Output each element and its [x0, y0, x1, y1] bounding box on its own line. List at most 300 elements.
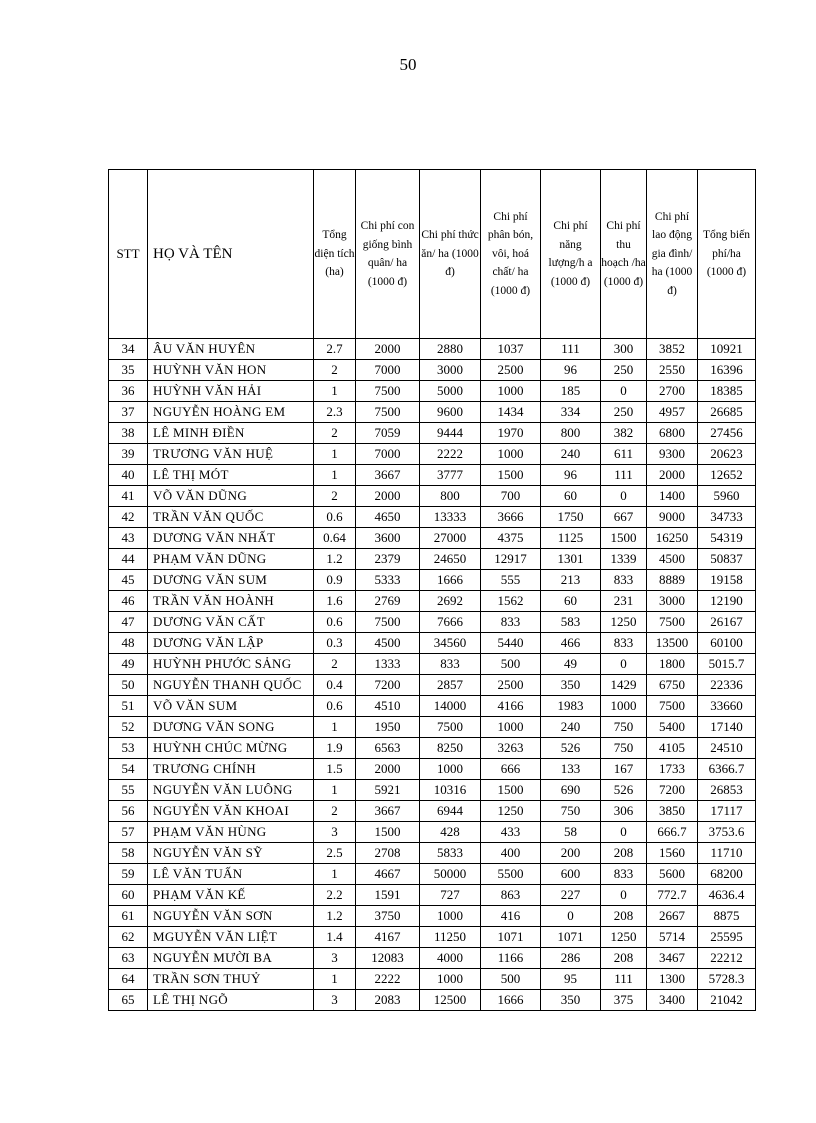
cell-family-labor-cost: 5400	[647, 717, 698, 738]
cell-total-variable-cost: 5015.7	[698, 654, 756, 675]
cell-harvest-cost: 111	[601, 465, 647, 486]
cell-harvest-cost: 1250	[601, 927, 647, 948]
cell-family-labor-cost: 6800	[647, 423, 698, 444]
header-total-area: Tổng diện tích (ha)	[314, 170, 356, 339]
cell-total-area: 2.7	[314, 339, 356, 360]
cell-name: LÊ THỊ NGÕ	[148, 990, 314, 1011]
cell-energy-cost: 350	[541, 675, 601, 696]
cell-stt: 34	[109, 339, 148, 360]
cell-seed-cost: 3600	[356, 528, 420, 549]
cell-feed-cost: 3000	[420, 360, 481, 381]
header-family-labor-cost: Chi phí lao động gia đình/ ha (1000 đ)	[647, 170, 698, 339]
cell-seed-cost: 5333	[356, 570, 420, 591]
cell-feed-cost: 1000	[420, 969, 481, 990]
table-row	[109, 717, 756, 738]
cell-fertilizer-cost: 1500	[481, 780, 541, 801]
cell-family-labor-cost: 1400	[647, 486, 698, 507]
cell-total-area: 2	[314, 360, 356, 381]
cell-family-labor-cost: 2667	[647, 906, 698, 927]
page-number: 50	[399, 55, 417, 74]
cell-energy-cost: 111	[541, 339, 601, 360]
cell-harvest-cost: 1339	[601, 549, 647, 570]
cell-stt: 52	[109, 717, 148, 738]
cell-total-variable-cost: 5728.3	[698, 969, 756, 990]
cell-total-variable-cost: 34733	[698, 507, 756, 528]
cell-fertilizer-cost: 1250	[481, 801, 541, 822]
table-row	[109, 444, 756, 465]
cell-energy-cost: 49	[541, 654, 601, 675]
cell-total-variable-cost: 4636.4	[698, 885, 756, 906]
cell-energy-cost: 96	[541, 360, 601, 381]
cell-energy-cost: 95	[541, 969, 601, 990]
cell-family-labor-cost: 3850	[647, 801, 698, 822]
cell-seed-cost: 4667	[356, 864, 420, 885]
cell-name: ÂU VĂN HUYÊN	[148, 339, 314, 360]
farm-cost-table	[108, 169, 756, 1011]
cell-family-labor-cost: 3400	[647, 990, 698, 1011]
cell-seed-cost: 2000	[356, 486, 420, 507]
cell-seed-cost: 2000	[356, 339, 420, 360]
cell-total-area: 1	[314, 864, 356, 885]
cell-total-area: 3	[314, 822, 356, 843]
cell-total-area: 1.9	[314, 738, 356, 759]
cell-total-area: 1.2	[314, 549, 356, 570]
cell-stt: 53	[109, 738, 148, 759]
cell-seed-cost: 4510	[356, 696, 420, 717]
cell-energy-cost: 1983	[541, 696, 601, 717]
cell-fertilizer-cost: 4166	[481, 696, 541, 717]
cell-stt: 36	[109, 381, 148, 402]
table-row	[109, 381, 756, 402]
cell-family-labor-cost: 7500	[647, 612, 698, 633]
cell-name: VÕ VĂN DŨNG	[148, 486, 314, 507]
cell-harvest-cost: 0	[601, 486, 647, 507]
cell-energy-cost: 58	[541, 822, 601, 843]
cell-total-area: 1	[314, 465, 356, 486]
cell-energy-cost: 286	[541, 948, 601, 969]
header-stt: STT	[109, 170, 148, 339]
cell-fertilizer-cost: 500	[481, 969, 541, 990]
cell-total-area: 2.3	[314, 402, 356, 423]
cell-seed-cost: 5921	[356, 780, 420, 801]
cell-harvest-cost: 526	[601, 780, 647, 801]
cell-total-variable-cost: 17117	[698, 801, 756, 822]
cell-total-variable-cost: 54319	[698, 528, 756, 549]
cell-feed-cost: 13333	[420, 507, 481, 528]
cell-total-variable-cost: 16396	[698, 360, 756, 381]
cell-stt: 65	[109, 990, 148, 1011]
cell-feed-cost: 50000	[420, 864, 481, 885]
cell-stt: 55	[109, 780, 148, 801]
cell-stt: 59	[109, 864, 148, 885]
cell-stt: 44	[109, 549, 148, 570]
cell-harvest-cost: 0	[601, 654, 647, 675]
cell-total-variable-cost: 26167	[698, 612, 756, 633]
cell-total-area: 1.6	[314, 591, 356, 612]
cell-family-labor-cost: 4500	[647, 549, 698, 570]
cell-total-variable-cost: 22336	[698, 675, 756, 696]
cell-energy-cost: 690	[541, 780, 601, 801]
cell-family-labor-cost: 2000	[647, 465, 698, 486]
cell-family-labor-cost: 6750	[647, 675, 698, 696]
cell-total-variable-cost: 17140	[698, 717, 756, 738]
cell-name: HUỲNH PHƯỚC SẢNG	[148, 654, 314, 675]
table-row	[109, 738, 756, 759]
cell-seed-cost: 3667	[356, 465, 420, 486]
table-row	[109, 927, 756, 948]
cell-energy-cost: 750	[541, 801, 601, 822]
cell-feed-cost: 9444	[420, 423, 481, 444]
cell-family-labor-cost: 1560	[647, 843, 698, 864]
cell-family-labor-cost: 1733	[647, 759, 698, 780]
cell-family-labor-cost: 4957	[647, 402, 698, 423]
cell-total-variable-cost: 50837	[698, 549, 756, 570]
table-row	[109, 507, 756, 528]
cell-harvest-cost: 611	[601, 444, 647, 465]
cell-name: NGUYỄN VĂN SỸ	[148, 843, 314, 864]
cell-family-labor-cost: 5600	[647, 864, 698, 885]
cell-feed-cost: 5833	[420, 843, 481, 864]
cell-energy-cost: 133	[541, 759, 601, 780]
cell-name: DƯƠNG VĂN LẬP	[148, 633, 314, 654]
cell-energy-cost: 240	[541, 444, 601, 465]
cell-feed-cost: 800	[420, 486, 481, 507]
cell-name: LÊ MINH ĐIỀN	[148, 423, 314, 444]
table-header-row	[109, 170, 756, 339]
table-row	[109, 402, 756, 423]
cell-stt: 51	[109, 696, 148, 717]
header-total-variable-cost: Tổng biến phí/ha (1000 đ)	[698, 170, 756, 339]
table-row	[109, 570, 756, 591]
cell-stt: 54	[109, 759, 148, 780]
cell-total-variable-cost: 12190	[698, 591, 756, 612]
cell-feed-cost: 14000	[420, 696, 481, 717]
cell-total-area: 3	[314, 948, 356, 969]
cell-total-area: 0.3	[314, 633, 356, 654]
cell-stt: 41	[109, 486, 148, 507]
cell-energy-cost: 1071	[541, 927, 601, 948]
cell-fertilizer-cost: 1071	[481, 927, 541, 948]
cell-name: HUỲNH VĂN HON	[148, 360, 314, 381]
cell-feed-cost: 3777	[420, 465, 481, 486]
cell-stt: 45	[109, 570, 148, 591]
cell-family-labor-cost: 666.7	[647, 822, 698, 843]
cell-harvest-cost: 833	[601, 633, 647, 654]
cell-name: NGUYỄN THANH QUỐC	[148, 675, 314, 696]
header-fertilizer-cost: Chi phí phân bón, vôi, hoá chất/ ha (1000 đ)	[481, 170, 541, 339]
cell-feed-cost: 7500	[420, 717, 481, 738]
table-row	[109, 486, 756, 507]
cell-energy-cost: 600	[541, 864, 601, 885]
cell-harvest-cost: 250	[601, 402, 647, 423]
cell-family-labor-cost: 7200	[647, 780, 698, 801]
cell-seed-cost: 4650	[356, 507, 420, 528]
table-row	[109, 990, 756, 1011]
table-row	[109, 864, 756, 885]
cell-feed-cost: 10316	[420, 780, 481, 801]
cell-total-area: 1	[314, 381, 356, 402]
cell-family-labor-cost: 5714	[647, 927, 698, 948]
cell-family-labor-cost: 1800	[647, 654, 698, 675]
cell-name: TRƯƠNG CHÍNH	[148, 759, 314, 780]
cell-stt: 64	[109, 969, 148, 990]
cell-fertilizer-cost: 1666	[481, 990, 541, 1011]
cell-fertilizer-cost: 700	[481, 486, 541, 507]
table-row	[109, 948, 756, 969]
cell-harvest-cost: 231	[601, 591, 647, 612]
cell-name: LÊ THỊ MÓT	[148, 465, 314, 486]
cell-name: TRƯƠNG VĂN HUỆ	[148, 444, 314, 465]
cell-total-variable-cost: 68200	[698, 864, 756, 885]
cell-total-area: 0.6	[314, 612, 356, 633]
table-row	[109, 612, 756, 633]
cell-feed-cost: 428	[420, 822, 481, 843]
cell-family-labor-cost: 16250	[647, 528, 698, 549]
cell-name: TRẦN VĂN HOÀNH	[148, 591, 314, 612]
cell-seed-cost: 2379	[356, 549, 420, 570]
cell-fertilizer-cost: 416	[481, 906, 541, 927]
cell-fertilizer-cost: 1166	[481, 948, 541, 969]
cell-energy-cost: 1301	[541, 549, 601, 570]
cell-name: DƯƠNG VĂN NHẤT	[148, 528, 314, 549]
cell-name: DƯƠNG VĂN SONG	[148, 717, 314, 738]
cell-harvest-cost: 167	[601, 759, 647, 780]
cell-name: DƯƠNG VĂN CẤT	[148, 612, 314, 633]
cell-stt: 38	[109, 423, 148, 444]
cell-total-variable-cost: 8875	[698, 906, 756, 927]
cell-family-labor-cost: 1300	[647, 969, 698, 990]
cell-total-variable-cost: 25595	[698, 927, 756, 948]
cell-total-variable-cost: 3753.6	[698, 822, 756, 843]
cell-energy-cost: 334	[541, 402, 601, 423]
cell-fertilizer-cost: 3263	[481, 738, 541, 759]
cell-fertilizer-cost: 4375	[481, 528, 541, 549]
cell-fertilizer-cost: 5440	[481, 633, 541, 654]
cell-seed-cost: 1500	[356, 822, 420, 843]
cell-name: VÕ VĂN SUM	[148, 696, 314, 717]
cell-total-variable-cost: 10921	[698, 339, 756, 360]
cell-total-area: 0.64	[314, 528, 356, 549]
cell-harvest-cost: 0	[601, 822, 647, 843]
cell-name: HUỲNH CHÚC MỪNG	[148, 738, 314, 759]
table-row	[109, 423, 756, 444]
cell-feed-cost: 1666	[420, 570, 481, 591]
cell-seed-cost: 7000	[356, 360, 420, 381]
cell-total-variable-cost: 11710	[698, 843, 756, 864]
cell-seed-cost: 7500	[356, 381, 420, 402]
cell-fertilizer-cost: 666	[481, 759, 541, 780]
cell-seed-cost: 1333	[356, 654, 420, 675]
cell-total-variable-cost: 26685	[698, 402, 756, 423]
cell-fertilizer-cost: 2500	[481, 675, 541, 696]
cell-total-area: 0.4	[314, 675, 356, 696]
cell-feed-cost: 4000	[420, 948, 481, 969]
cell-feed-cost: 11250	[420, 927, 481, 948]
cell-feed-cost: 9600	[420, 402, 481, 423]
table-row	[109, 759, 756, 780]
cell-feed-cost: 1000	[420, 759, 481, 780]
cell-feed-cost: 34560	[420, 633, 481, 654]
cell-stt: 47	[109, 612, 148, 633]
header-energy-cost: Chi phí năng lượng/h a (1000 đ)	[541, 170, 601, 339]
cell-energy-cost: 213	[541, 570, 601, 591]
cell-harvest-cost: 300	[601, 339, 647, 360]
cell-seed-cost: 4500	[356, 633, 420, 654]
cell-feed-cost: 2222	[420, 444, 481, 465]
cell-total-area: 0.9	[314, 570, 356, 591]
cell-harvest-cost: 1250	[601, 612, 647, 633]
header-seed-cost: Chi phí con giống bình quân/ ha (1000 đ)	[356, 170, 420, 339]
cell-family-labor-cost: 9300	[647, 444, 698, 465]
cell-harvest-cost: 750	[601, 717, 647, 738]
cell-seed-cost: 7059	[356, 423, 420, 444]
cell-stt: 57	[109, 822, 148, 843]
cell-family-labor-cost: 9000	[647, 507, 698, 528]
cell-feed-cost: 24650	[420, 549, 481, 570]
cell-fertilizer-cost: 500	[481, 654, 541, 675]
cell-fertilizer-cost: 863	[481, 885, 541, 906]
cell-fertilizer-cost: 1562	[481, 591, 541, 612]
cell-stt: 61	[109, 906, 148, 927]
cell-total-variable-cost: 21042	[698, 990, 756, 1011]
table-row	[109, 906, 756, 927]
cell-total-area: 2.5	[314, 843, 356, 864]
cell-fertilizer-cost: 1434	[481, 402, 541, 423]
cell-harvest-cost: 667	[601, 507, 647, 528]
table-row	[109, 696, 756, 717]
cell-seed-cost: 1950	[356, 717, 420, 738]
cell-fertilizer-cost: 2500	[481, 360, 541, 381]
header-feed-cost: Chi phí thức ăn/ ha (1000 đ)	[420, 170, 481, 339]
cell-energy-cost: 185	[541, 381, 601, 402]
cell-harvest-cost: 1000	[601, 696, 647, 717]
cell-seed-cost: 2769	[356, 591, 420, 612]
cell-energy-cost: 60	[541, 486, 601, 507]
cell-total-variable-cost: 6366.7	[698, 759, 756, 780]
cell-energy-cost: 1125	[541, 528, 601, 549]
cell-harvest-cost: 382	[601, 423, 647, 444]
cell-feed-cost: 833	[420, 654, 481, 675]
cell-feed-cost: 6944	[420, 801, 481, 822]
cell-energy-cost: 240	[541, 717, 601, 738]
cell-feed-cost: 727	[420, 885, 481, 906]
cell-family-labor-cost: 772.7	[647, 885, 698, 906]
cell-family-labor-cost: 3000	[647, 591, 698, 612]
cell-stt: 39	[109, 444, 148, 465]
cell-stt: 56	[109, 801, 148, 822]
cell-seed-cost: 4167	[356, 927, 420, 948]
cell-name: NGUYỄN MƯỜI BA	[148, 948, 314, 969]
cell-total-area: 3	[314, 990, 356, 1011]
cell-fertilizer-cost: 1500	[481, 465, 541, 486]
cell-harvest-cost: 833	[601, 570, 647, 591]
cell-stt: 50	[109, 675, 148, 696]
cell-energy-cost: 227	[541, 885, 601, 906]
cell-energy-cost: 60	[541, 591, 601, 612]
cell-energy-cost: 200	[541, 843, 601, 864]
cell-seed-cost: 7500	[356, 402, 420, 423]
cell-harvest-cost: 250	[601, 360, 647, 381]
cell-seed-cost: 2708	[356, 843, 420, 864]
cell-stt: 40	[109, 465, 148, 486]
cell-harvest-cost: 1500	[601, 528, 647, 549]
cell-feed-cost: 8250	[420, 738, 481, 759]
cell-seed-cost: 2083	[356, 990, 420, 1011]
cell-name: PHẠM VĂN KẾ	[148, 885, 314, 906]
cell-stt: 60	[109, 885, 148, 906]
cell-stt: 63	[109, 948, 148, 969]
cell-total-area: 1.4	[314, 927, 356, 948]
cell-total-area: 1	[314, 969, 356, 990]
cell-feed-cost: 2880	[420, 339, 481, 360]
cell-seed-cost: 7500	[356, 612, 420, 633]
cell-energy-cost: 0	[541, 906, 601, 927]
cell-name: LÊ VĂN TUẤN	[148, 864, 314, 885]
cell-seed-cost: 7000	[356, 444, 420, 465]
cell-family-labor-cost: 2550	[647, 360, 698, 381]
cell-seed-cost: 1591	[356, 885, 420, 906]
cell-energy-cost: 350	[541, 990, 601, 1011]
cell-stt: 49	[109, 654, 148, 675]
cell-fertilizer-cost: 433	[481, 822, 541, 843]
cell-fertilizer-cost: 1000	[481, 444, 541, 465]
cell-fertilizer-cost: 400	[481, 843, 541, 864]
cell-feed-cost: 7666	[420, 612, 481, 633]
cell-stt: 62	[109, 927, 148, 948]
cell-stt: 43	[109, 528, 148, 549]
cell-total-area: 2	[314, 423, 356, 444]
cell-total-area: 2.2	[314, 885, 356, 906]
cell-name: PHẠM VĂN HÙNG	[148, 822, 314, 843]
table-row	[109, 654, 756, 675]
cell-harvest-cost: 208	[601, 906, 647, 927]
cell-family-labor-cost: 3467	[647, 948, 698, 969]
cell-name: NGUYỄN VĂN KHOAI	[148, 801, 314, 822]
cell-harvest-cost: 833	[601, 864, 647, 885]
cell-harvest-cost: 208	[601, 948, 647, 969]
cell-name: MGUYỄN VĂN LIỆT	[148, 927, 314, 948]
cell-stt: 42	[109, 507, 148, 528]
cell-fertilizer-cost: 555	[481, 570, 541, 591]
cell-total-variable-cost: 12652	[698, 465, 756, 486]
table-row	[109, 633, 756, 654]
table-row	[109, 969, 756, 990]
cell-name: NGUYỄN VĂN SƠN	[148, 906, 314, 927]
cell-fertilizer-cost: 1970	[481, 423, 541, 444]
cell-fertilizer-cost: 5500	[481, 864, 541, 885]
cell-name: NGUYỄN VĂN LUÔNG	[148, 780, 314, 801]
cell-seed-cost: 7200	[356, 675, 420, 696]
table-row	[109, 801, 756, 822]
cell-energy-cost: 583	[541, 612, 601, 633]
cell-feed-cost: 2692	[420, 591, 481, 612]
cell-fertilizer-cost: 1037	[481, 339, 541, 360]
cell-stt: 35	[109, 360, 148, 381]
cell-total-variable-cost: 27456	[698, 423, 756, 444]
cell-seed-cost: 6563	[356, 738, 420, 759]
table-row	[109, 591, 756, 612]
cell-total-variable-cost: 5960	[698, 486, 756, 507]
table-row	[109, 675, 756, 696]
cell-total-variable-cost: 26853	[698, 780, 756, 801]
cell-total-variable-cost: 18385	[698, 381, 756, 402]
cell-total-variable-cost: 60100	[698, 633, 756, 654]
cell-harvest-cost: 0	[601, 885, 647, 906]
cell-seed-cost: 3667	[356, 801, 420, 822]
cell-harvest-cost: 750	[601, 738, 647, 759]
cell-name: HUỲNH VĂN HẢI	[148, 381, 314, 402]
cell-total-area: 0.6	[314, 696, 356, 717]
